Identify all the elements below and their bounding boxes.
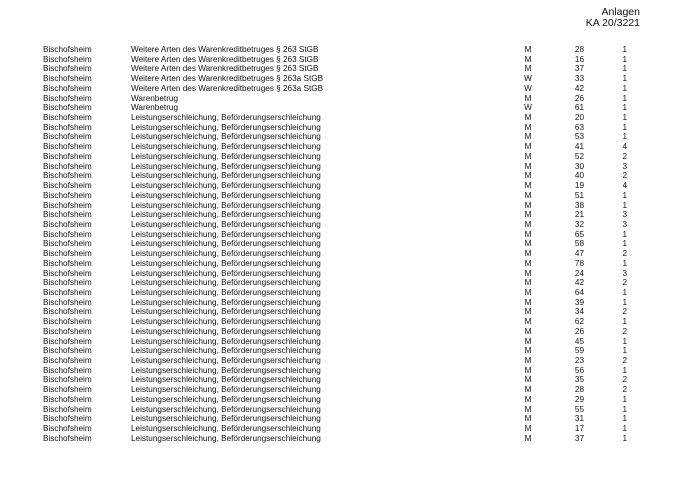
table-row bbox=[0, 249, 700, 259]
table-row bbox=[0, 337, 700, 347]
gender-cell: M bbox=[524, 258, 532, 268]
count-cell: 1 bbox=[622, 83, 627, 93]
offense-cell: Leistungserschleichung, Beförderungserschleichung bbox=[131, 113, 321, 123]
count-cell: 1 bbox=[622, 54, 627, 64]
gender-cell: M bbox=[524, 336, 532, 346]
place-cell: Bischofsheim bbox=[43, 287, 92, 297]
place-cell: Bischofsheim bbox=[43, 151, 92, 161]
age-cell: 29 bbox=[574, 394, 584, 404]
place-cell: Bischofsheim bbox=[43, 93, 92, 103]
table-row bbox=[0, 123, 700, 133]
offense-cell: Leistungserschleichung, Beförderungserschleichung bbox=[131, 385, 321, 395]
offense-cell: Weitere Arten des Warenkreditbetruges § 263 StGB bbox=[131, 64, 319, 74]
table-row bbox=[0, 356, 700, 366]
offense-cell: Weitere Arten des Warenkreditbetruges § 263 StGB bbox=[131, 45, 319, 54]
place-cell: Bischofsheim bbox=[43, 122, 92, 132]
count-cell: 1 bbox=[622, 424, 627, 434]
place-cell: Bischofsheim bbox=[43, 326, 92, 336]
gender-cell: M bbox=[524, 414, 532, 424]
place-cell: Bischofsheim bbox=[43, 210, 92, 220]
gender-cell: M bbox=[524, 239, 532, 249]
place-cell: Bischofsheim bbox=[43, 278, 92, 288]
table-row bbox=[0, 424, 700, 434]
gender-cell: M bbox=[524, 385, 532, 395]
count-cell: 2 bbox=[622, 151, 627, 161]
table-row bbox=[0, 45, 700, 55]
count-cell: 1 bbox=[622, 190, 627, 200]
gender-cell: W bbox=[524, 83, 532, 93]
table-row bbox=[0, 191, 700, 201]
count-cell: 1 bbox=[622, 365, 627, 375]
offense-cell: Leistungserschleichung, Beförderungserschleichung bbox=[131, 356, 321, 365]
table-row bbox=[0, 201, 700, 211]
offense-cell: Leistungserschleichung, Beförderungserschleichung bbox=[131, 122, 321, 132]
table-row bbox=[0, 327, 700, 337]
place-cell: Bischofsheim bbox=[43, 219, 92, 229]
count-cell: 1 bbox=[622, 258, 627, 268]
offense-cell: Leistungserschleichung, Beförderungserschleichung bbox=[131, 219, 321, 229]
gender-cell: M bbox=[524, 365, 532, 375]
age-cell: 35 bbox=[574, 375, 584, 385]
gender-cell: M bbox=[524, 210, 532, 220]
age-cell: 64 bbox=[574, 287, 584, 297]
offense-cell: Leistungserschleichung, Beförderungserschleichung bbox=[131, 433, 321, 443]
offense-cell: Leistungserschleichung, Beförderungserschleichung bbox=[131, 375, 321, 385]
count-cell: 1 bbox=[622, 239, 627, 249]
gender-cell: M bbox=[524, 200, 532, 210]
gender-cell: M bbox=[524, 394, 532, 404]
place-cell: Bischofsheim bbox=[43, 142, 92, 152]
age-cell: 61 bbox=[574, 103, 584, 113]
count-cell: 1 bbox=[622, 394, 627, 404]
gender-cell: M bbox=[524, 142, 532, 152]
age-cell: 20 bbox=[574, 113, 584, 123]
table-row bbox=[0, 375, 700, 385]
count-cell: 1 bbox=[622, 45, 627, 54]
gender-cell: M bbox=[524, 346, 532, 356]
offense-cell: Leistungserschleichung, Beförderungserschleichung bbox=[131, 181, 321, 191]
gender-cell: M bbox=[524, 268, 532, 278]
offense-cell: Leistungserschleichung, Beförderungserschleichung bbox=[131, 132, 321, 142]
place-cell: Bischofsheim bbox=[43, 190, 92, 200]
place-cell: Bischofsheim bbox=[43, 83, 92, 93]
place-cell: Bischofsheim bbox=[43, 394, 92, 404]
count-cell: 2 bbox=[622, 307, 627, 317]
offense-cell: Leistungserschleichung, Beförderungserschleichung bbox=[131, 346, 321, 356]
table-row bbox=[0, 220, 700, 230]
count-cell: 2 bbox=[622, 249, 627, 259]
offense-cell: Leistungserschleichung, Beförderungserschleichung bbox=[131, 239, 321, 249]
table-row bbox=[0, 84, 700, 94]
place-cell: Bischofsheim bbox=[43, 336, 92, 346]
offense-cell: Warenbetrug bbox=[131, 93, 179, 103]
table-row bbox=[0, 64, 700, 74]
gender-cell: M bbox=[524, 424, 532, 434]
age-cell: 17 bbox=[574, 424, 584, 434]
table-row bbox=[0, 171, 700, 181]
offense-cell: Leistungserschleichung, Beförderungserschleichung bbox=[131, 317, 321, 327]
offense-cell: Leistungserschleichung, Beförderungserschleichung bbox=[131, 307, 321, 317]
age-cell: 58 bbox=[574, 239, 584, 249]
offense-cell: Leistungserschleichung, Beförderungserschleichung bbox=[131, 287, 321, 297]
offense-cell: Leistungserschleichung, Beförderungserschleichung bbox=[131, 151, 321, 161]
gender-cell: M bbox=[524, 190, 532, 200]
age-cell: 34 bbox=[574, 307, 584, 317]
offense-cell: Leistungserschleichung, Beförderungserschleichung bbox=[131, 424, 321, 434]
gender-cell: M bbox=[524, 122, 532, 132]
age-cell: 56 bbox=[574, 365, 584, 375]
age-cell: 41 bbox=[574, 142, 584, 152]
age-cell: 28 bbox=[574, 385, 584, 395]
age-cell: 51 bbox=[574, 190, 584, 200]
table-row bbox=[0, 113, 700, 123]
place-cell: Bischofsheim bbox=[43, 113, 92, 123]
table-row bbox=[0, 278, 700, 288]
place-cell: Bischofsheim bbox=[43, 307, 92, 317]
age-cell: 65 bbox=[574, 229, 584, 239]
place-cell: Bischofsheim bbox=[43, 414, 92, 424]
count-cell: 3 bbox=[622, 219, 627, 229]
age-cell: 52 bbox=[574, 151, 584, 161]
age-cell: 26 bbox=[574, 326, 584, 336]
table-row bbox=[0, 307, 700, 317]
offense-cell: Leistungserschleichung, Beförderungserschleichung bbox=[131, 336, 321, 346]
count-cell: 1 bbox=[622, 433, 627, 443]
gender-cell: M bbox=[524, 404, 532, 414]
age-cell: 45 bbox=[574, 336, 584, 346]
offense-cell: Weitere Arten des Warenkreditbetruges § 263 StGB bbox=[131, 54, 319, 64]
age-cell: 28 bbox=[574, 45, 584, 54]
place-cell: Bischofsheim bbox=[43, 181, 92, 191]
age-cell: 42 bbox=[574, 278, 584, 288]
offense-cell: Leistungserschleichung, Beförderungserschleichung bbox=[131, 394, 321, 404]
table-row bbox=[0, 103, 700, 113]
gender-cell: M bbox=[524, 171, 532, 181]
place-cell: Bischofsheim bbox=[43, 249, 92, 259]
place-cell: Bischofsheim bbox=[43, 433, 92, 443]
place-cell: Bischofsheim bbox=[43, 239, 92, 249]
place-cell: Bischofsheim bbox=[43, 365, 92, 375]
offense-cell: Leistungserschleichung, Beförderungserschleichung bbox=[131, 161, 321, 171]
age-cell: 62 bbox=[574, 317, 584, 327]
age-cell: 30 bbox=[574, 161, 584, 171]
table-row bbox=[0, 210, 700, 220]
age-cell: 33 bbox=[574, 74, 584, 84]
gender-cell: M bbox=[524, 287, 532, 297]
offense-cell: Leistungserschleichung, Beförderungserschleichung bbox=[131, 229, 321, 239]
count-cell: 1 bbox=[622, 103, 627, 113]
age-cell: 59 bbox=[574, 346, 584, 356]
gender-cell: M bbox=[524, 45, 532, 54]
table-row bbox=[0, 74, 700, 84]
count-cell: 1 bbox=[622, 414, 627, 424]
count-cell: 2 bbox=[622, 356, 627, 365]
place-cell: Bischofsheim bbox=[43, 45, 92, 54]
table-row bbox=[0, 269, 700, 279]
gender-cell: W bbox=[524, 103, 532, 113]
count-cell: 1 bbox=[622, 132, 627, 142]
count-cell: 2 bbox=[622, 171, 627, 181]
place-cell: Bischofsheim bbox=[43, 103, 92, 113]
count-cell: 1 bbox=[622, 64, 627, 74]
gender-cell: M bbox=[524, 297, 532, 307]
count-cell: 3 bbox=[622, 268, 627, 278]
gender-cell: M bbox=[524, 64, 532, 74]
table-row bbox=[0, 230, 700, 240]
age-cell: 31 bbox=[574, 414, 584, 424]
place-cell: Bischofsheim bbox=[43, 424, 92, 434]
gender-cell: M bbox=[524, 181, 532, 191]
offense-cell: Leistungserschleichung, Beförderungserschleichung bbox=[131, 414, 321, 424]
count-cell: 3 bbox=[622, 210, 627, 220]
gender-cell: M bbox=[524, 356, 532, 365]
age-cell: 37 bbox=[574, 433, 584, 443]
place-cell: Bischofsheim bbox=[43, 161, 92, 171]
count-cell: 1 bbox=[622, 229, 627, 239]
age-cell: 32 bbox=[574, 219, 584, 229]
table-row bbox=[0, 405, 700, 415]
offense-cell: Leistungserschleichung, Beförderungserschleichung bbox=[131, 326, 321, 336]
offense-cell: Leistungserschleichung, Beförderungserschleichung bbox=[131, 171, 321, 181]
age-cell: 21 bbox=[574, 210, 584, 220]
count-cell: 1 bbox=[622, 297, 627, 307]
gender-cell: M bbox=[524, 375, 532, 385]
offense-cell: Leistungserschleichung, Beförderungserschleichung bbox=[131, 278, 321, 288]
place-cell: Bischofsheim bbox=[43, 404, 92, 414]
place-cell: Bischofsheim bbox=[43, 346, 92, 356]
table-row bbox=[0, 259, 700, 269]
count-cell: 1 bbox=[622, 200, 627, 210]
table-row bbox=[0, 385, 700, 395]
gender-cell: M bbox=[524, 249, 532, 259]
age-cell: 38 bbox=[574, 200, 584, 210]
table-row bbox=[0, 395, 700, 405]
header-document-number: KA 20/3221 bbox=[585, 17, 640, 29]
gender-cell: M bbox=[524, 278, 532, 288]
place-cell: Bischofsheim bbox=[43, 54, 92, 64]
document-header bbox=[586, 7, 640, 29]
age-cell: 47 bbox=[574, 249, 584, 259]
age-cell: 19 bbox=[574, 181, 584, 191]
table-row bbox=[0, 366, 700, 376]
age-cell: 42 bbox=[574, 83, 584, 93]
table-row bbox=[0, 132, 700, 142]
count-cell: 3 bbox=[622, 161, 627, 171]
table-row bbox=[0, 181, 700, 191]
table-row bbox=[0, 434, 700, 444]
count-cell: 2 bbox=[622, 375, 627, 385]
gender-cell: M bbox=[524, 307, 532, 317]
age-cell: 24 bbox=[574, 268, 584, 278]
count-cell: 1 bbox=[622, 404, 627, 414]
table-row bbox=[0, 152, 700, 162]
place-cell: Bischofsheim bbox=[43, 385, 92, 395]
place-cell: Bischofsheim bbox=[43, 268, 92, 278]
count-cell: 1 bbox=[622, 346, 627, 356]
age-cell: 37 bbox=[574, 64, 584, 74]
place-cell: Bischofsheim bbox=[43, 297, 92, 307]
gender-cell: M bbox=[524, 151, 532, 161]
count-cell: 1 bbox=[622, 113, 627, 123]
age-cell: 23 bbox=[574, 356, 584, 365]
place-cell: Bischofsheim bbox=[43, 200, 92, 210]
place-cell: Bischofsheim bbox=[43, 375, 92, 385]
place-cell: Bischofsheim bbox=[43, 258, 92, 268]
place-cell: Bischofsheim bbox=[43, 132, 92, 142]
gender-cell: M bbox=[524, 229, 532, 239]
gender-cell: M bbox=[524, 54, 532, 64]
offense-cell: Leistungserschleichung, Beförderungserschleichung bbox=[131, 404, 321, 414]
table-row bbox=[0, 239, 700, 249]
header-annex-label: Anlagen bbox=[601, 6, 640, 18]
count-cell: 2 bbox=[622, 326, 627, 336]
gender-cell: W bbox=[524, 74, 532, 84]
table-row bbox=[0, 414, 700, 424]
gender-cell: M bbox=[524, 93, 532, 103]
offense-cell: Leistungserschleichung, Beförderungserschleichung bbox=[131, 210, 321, 220]
gender-cell: M bbox=[524, 132, 532, 142]
offense-cell: Leistungserschleichung, Beförderungserschleichung bbox=[131, 200, 321, 210]
gender-cell: M bbox=[524, 161, 532, 171]
place-cell: Bischofsheim bbox=[43, 229, 92, 239]
age-cell: 53 bbox=[574, 132, 584, 142]
age-cell: 26 bbox=[574, 93, 584, 103]
gender-cell: M bbox=[524, 433, 532, 443]
table-row bbox=[0, 162, 700, 172]
offense-cell: Leistungserschleichung, Beförderungserschleichung bbox=[131, 142, 321, 152]
count-cell: 2 bbox=[622, 385, 627, 395]
table-row bbox=[0, 94, 700, 104]
gender-cell: M bbox=[524, 326, 532, 336]
count-cell: 1 bbox=[622, 93, 627, 103]
gender-cell: M bbox=[524, 113, 532, 123]
offense-cell: Weitere Arten des Warenkreditbetruges § 263a StGB bbox=[131, 74, 324, 84]
count-cell: 4 bbox=[622, 142, 627, 152]
count-cell: 1 bbox=[622, 287, 627, 297]
offense-cell: Leistungserschleichung, Beförderungserschleichung bbox=[131, 190, 321, 200]
offense-cell: Leistungserschleichung, Beförderungserschleichung bbox=[131, 365, 321, 375]
place-cell: Bischofsheim bbox=[43, 171, 92, 181]
age-cell: 63 bbox=[574, 122, 584, 132]
count-cell: 1 bbox=[622, 317, 627, 327]
table-row bbox=[0, 55, 700, 65]
offense-cell: Warenbetrug bbox=[131, 103, 179, 113]
age-cell: 40 bbox=[574, 171, 584, 181]
count-cell: 4 bbox=[622, 181, 627, 191]
gender-cell: M bbox=[524, 317, 532, 327]
count-cell: 1 bbox=[622, 74, 627, 84]
table-row bbox=[0, 142, 700, 152]
count-cell: 1 bbox=[622, 336, 627, 346]
count-cell: 1 bbox=[622, 122, 627, 132]
offense-cell: Leistungserschleichung, Beförderungserschleichung bbox=[131, 268, 321, 278]
count-cell: 2 bbox=[622, 278, 627, 288]
age-cell: 78 bbox=[574, 258, 584, 268]
offense-cell: Leistungserschleichung, Beförderungserschleichung bbox=[131, 297, 321, 307]
place-cell: Bischofsheim bbox=[43, 317, 92, 327]
data-table bbox=[0, 45, 700, 443]
table-row bbox=[0, 288, 700, 298]
table-row bbox=[0, 298, 700, 308]
table-row bbox=[0, 346, 700, 356]
age-cell: 16 bbox=[574, 54, 584, 64]
table-row bbox=[0, 317, 700, 327]
place-cell: Bischofsheim bbox=[43, 356, 92, 365]
age-cell: 39 bbox=[574, 297, 584, 307]
offense-cell: Weitere Arten des Warenkreditbetruges § 263a StGB bbox=[131, 83, 324, 93]
offense-cell: Leistungserschleichung, Beförderungserschleichung bbox=[131, 249, 321, 259]
gender-cell: M bbox=[524, 219, 532, 229]
offense-cell: Leistungserschleichung, Beförderungserschleichung bbox=[131, 258, 321, 268]
age-cell: 55 bbox=[574, 404, 584, 414]
place-cell: Bischofsheim bbox=[43, 64, 92, 74]
place-cell: Bischofsheim bbox=[43, 74, 92, 84]
